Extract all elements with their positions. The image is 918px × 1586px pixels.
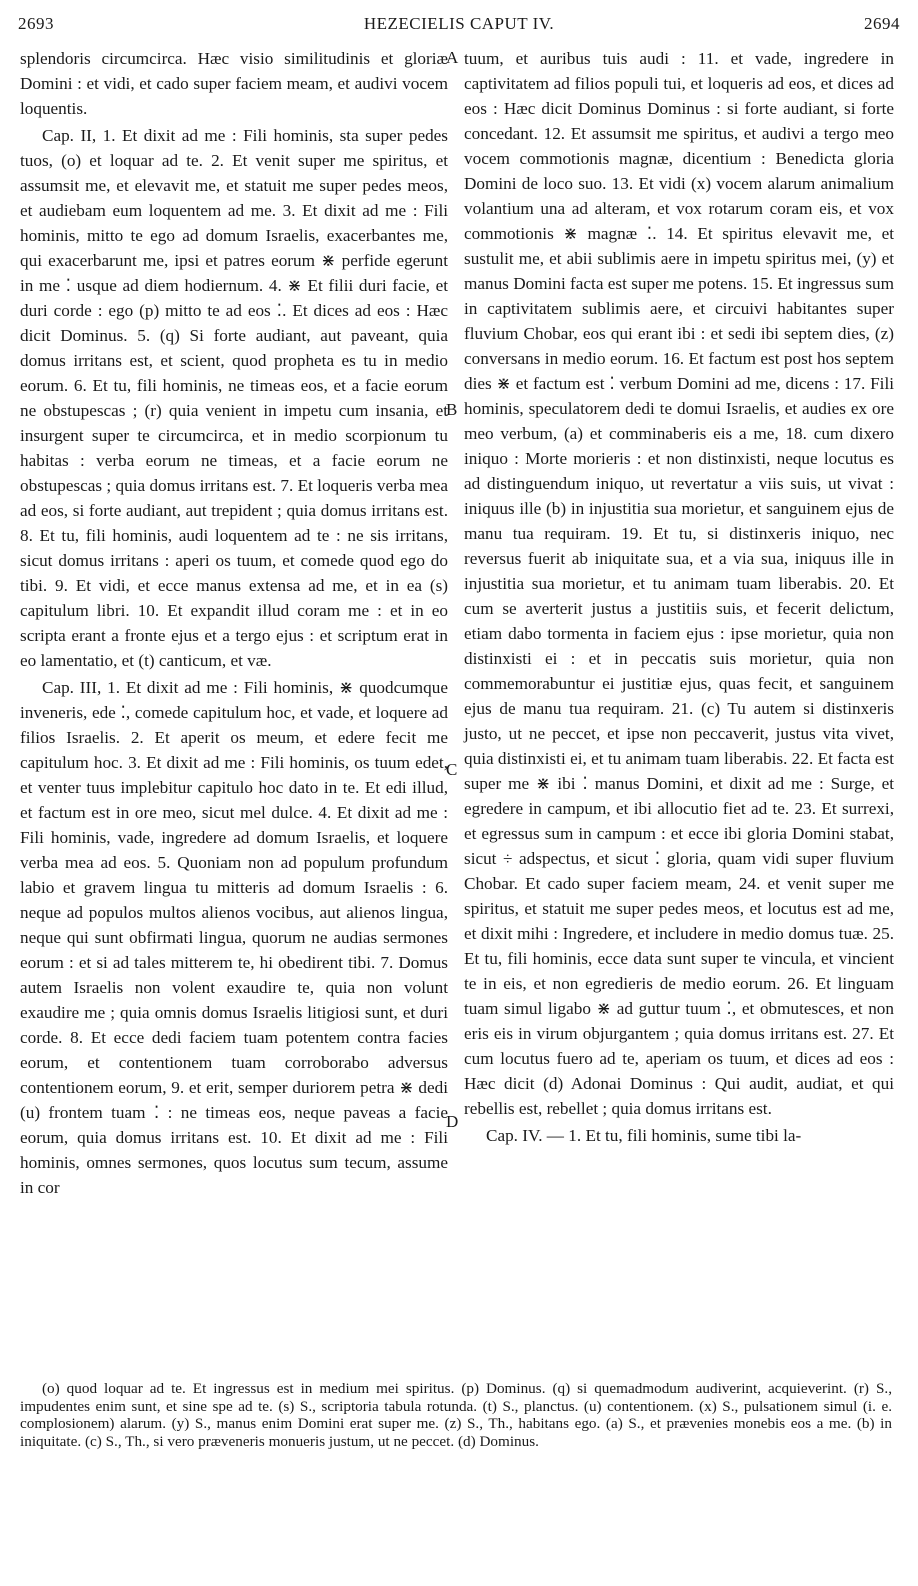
page-number-left: 2693 [18, 14, 54, 33]
margin-letter-c: C [446, 760, 458, 779]
margin-letter-b: B [446, 400, 458, 419]
running-title: HEZECIELIS CAPUT IV. [363, 14, 555, 33]
margin-letter-d: D [446, 1112, 459, 1131]
paragraph: tuum, et auribus tuis audi : 11. et vade, ingredere in captivitatem ad filios populi tui, et loqueris ad eos, et dices ad eos : Hæc dicit Dominus Dominus : si forte audiant, si forte concedant. 12. Et assumsit me spiritus, et audivi a tergo meo vocem commotionis magnæ, dicentium : Benedicta gloria Domini de loco suo. 13. Et vidi (x) vocem alarum animalium volantium una ad alteram, et vox rotarum coram eis, et vox commotionis ⋇ magnæ ⁚. 14. Et spiritus elevavit me, et sustulit me, et abii sublimis aere in impetu spiritus mei, (y) et manus Domini facta est super me potens. 15. Et ingressus sum in captivitatem sublimis aere, et circuivi habitantes super fluvium Chobar, eos qui erant ibi : et sedi ibi septem dies, (z) conversans in medio eorum. 16. Et factum est post hos septem dies ⋇ et factum est ⁚ verbum Domini ad me, dicens : 17. Fili hominis, speculatorem dedi te domui Israelis, et audies ex ore meo verbum, (a) et comminaberis eis a me, 18. cum dixero iniquo : Morte morieris : et non distinxisti, neque locutus es ad distinguendum iniquo, ut revertatur a viis suis, ut vivat : iniquus ille (b) in injustitia sua morietur, et sanguinem ejus de manu tua requiram. 19. Et tu, si distinxeris iniquo, nec reversus fuerit ab iniquitate sua, et a via sua, iniquus ille in injustitia sua morietur, et tu animam tuam liberabis. 20. Et cum se averterit justus a justitiis suis, et fecerit delictum, etiam dabo tormenta in faciem ejus : ipse morietur, quia non distinxisti ei : et in peccatis suis morietur, quia non commemorabuntur ei justitiæ ejus, quas fecit, et sanguinem ejus de manu tua requiram. 21. (c) Tu autem si distinxeris justo, ut ne peccet, et ipse non peccaverit, justus vita vivet, quia distinxisti ei, et tu animam tuam liberabis. 22. Et facta est super me ⋇ ibi ⁚ manus Domini, et dixit ad me : Surge, et egredere in campum, et ibi allocutio fiet ad te. 23. Et surrexi, et egressus sum in campum : et ecce ibi gloria Domini stabat, sicut ÷ adspectus, et sicut ⁚ gloria, quam vidi super fluvium Chobar. Et cado super faciem meam, 24. et venit super me spiritus, et statuit me super pedes meos, et locutus est ad me, et dixit mihi : Ingredere, et includere in medio domus tuæ. 25. Et tu, fili hominis, ecce data sunt super te vincula, et vincient te in eis, et non egredieris de medio eorum. 26. Et linguam tuam simul ligabo ⋇ ad guttur tuum ⁚, et obmutesces, et non eris eis in virum objurgantem ; quia domus irritans est. 27. Et cum locutus fuero ad te, aperiam os tuum, et dices ad eos : Hæc dicit (d) Adonai Dominus : Qui audit, audiat, et qui rebellis est, rebellet ; quia domus irritans est. [464, 49, 894, 1118]
paragraph: splendoris circumcirca. Hæc visio similitudinis et gloriæ Domini : et vidi, et cado super faciem meam, et audivi vocem loquentis. [20, 49, 448, 118]
paragraph-chapter-4: Cap. IV. — 1. Et tu, fili hominis, sume tibi la- [486, 1126, 802, 1145]
left-column [20, 46, 448, 1202]
footnotes [20, 1380, 892, 1450]
page-number-right: 2694 [864, 14, 900, 33]
page-header [18, 14, 900, 44]
paragraph-chapter-2: Cap. II, 1. Et dixit ad me : Fili hominis, sta super pedes tuos, (o) et loquar ad te. 2. Et venit super me spiritus, et assumsit me, et elevavit me, et statuit me super pedes meos, et audiebam eum loquentem ad me. 3. Et dixit ad me : Fili hominis, mitto te ego ad domum Israelis, exacerbantes me, qui exacerbarunt me, ipsi et patres eorum ⋇ perfide egerunt in me ⁚ usque ad diem hodiernum. 4. ⋇ Et filii duri facie, et duri corde : ego (p) mitto te ad eos ⁚. Et dices ad eos : Hæc dicit Dominus. 5. (q) Si forte audiant, aut paveant, quia domus irritans est, et scient, quod propheta es tu in medio eorum. 6. Et tu, fili hominis, ne timeas eos, et a facie eorum ne obstupescas ; (r) quia venient in impetu cum insania, et insurgent super te circumcirca, et in medio scorpionum tu habitas : verba eorum ne timeas, et a facie eorum ne obstupescas ; quia domus irritans est. 7. Et loqueris verba mea ad eos, si forte audiant, aut trepident ; quia domus irritans est. 8. Et tu, fili hominis, audi loquentem ad te : ne sis irritans, sicut domus irritans : aperi os tuum, et comede quod ego do tibi. 9. Et vidi, et ecce manus extensa ad me, et in ea (s) capitulum libri. 10. Et expandit illud coram me : et in eo scripta erant a fronte ejus et a tergo ejus : et scriptum erat in eo lamentatio, et (t) canticum, et væ. [20, 126, 448, 670]
margin-letter-a: A [446, 48, 459, 67]
footnotes-text: (o) quod loquar ad te. Et ingressus est in medium mei spiritus. (p) Dominus. (q) si quemadmodum audiverint, acquieverint. (r) S., impudentes enim sunt, et sine spe ad te. (s) S., scriptoria tabula rotunda. (t) S., planctus. (u) contentionem. (x) S., pulsationem simul (i. e. complosionem) alarum. (y) S., manus enim Domini erat super me. (z) S., Th., habitans ego. (a) S., et prævenies monebis eos a me. (b) in iniquitate. (c) S., Th., si vero præveneris monueris justum, ut ne peccet. (d) Dominus. [20, 1380, 892, 1450]
right-column [464, 46, 894, 1150]
paragraph-chapter-3: Cap. III, 1. Et dixit ad me : Fili hominis, ⋇ quodcumque inveneris, ede ⁚, comede capitulum hoc, et vade, et loquere ad filios Israelis. 2. Et aperit os meum, et edere fecit me capitulum hoc. 3. Et dixit ad me : Fili hominis, os tuum edet, et venter tuus implebitur capitulo hoc dato in te. Et edi illud, et factum est in ore meo, sicut mel dulce. 4. Et dixit ad me : Fili hominis, vade, ingredere ad domum Israelis, et loquere verba mea ad eos. 5. Quoniam non ad populum profundum labio et gravem lingua tu mitteris ad domum Israelis : 6. neque ad populos multos alienos vocibus, aut alienos lingua, neque qui sunt obfirmati lingua, quorum ne audias sermones eorum : et si ad tales mitterem te, hi obedirent tibi. 7. Domus autem Israelis non volent exaudire te, quia non volunt exaudire me ; quia omnis domus Israelis litigiosi sunt, et duri corde. 8. Et ecce dedi faciem tuam potentem contra facies eorum, et contentionem tuam corroborabo adversus contentionem eorum, 9. et erit, semper duriorem petra ⋇ dedi (u) frontem tuam ⁚ : ne timeas eos, neque paveas a facie eorum, quia domus irritans est. 10. Et dixit ad me : Fili hominis, omnes sermones, quos locutus sum tecum, assume in cor [20, 678, 448, 1197]
